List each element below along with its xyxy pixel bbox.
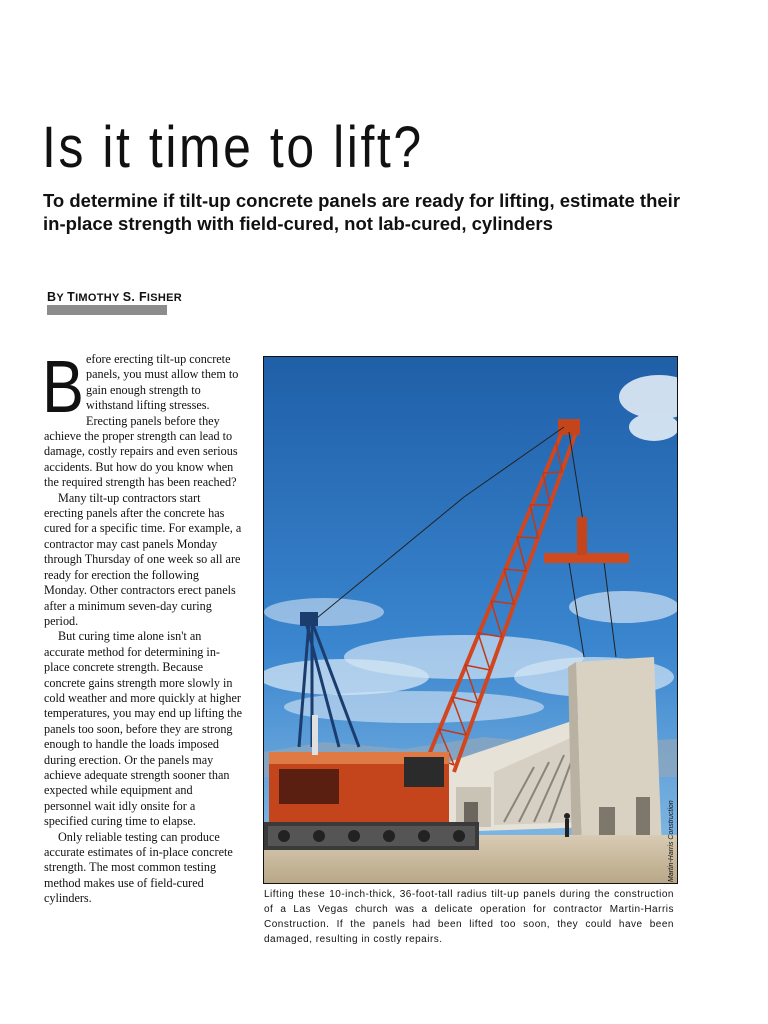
body-column bbox=[42, 345, 242, 907]
body-paragraph-2: Many tilt-up contractors start erecting panels after the concrete has cured for a specific time. For example, a contractor may cast panels Monday through Thursday of one week so all are ready for erection the following Monday. Other contractors erect panels after a minimum seven-day curing period. bbox=[44, 490, 242, 628]
drop-cap: B bbox=[42, 345, 84, 428]
byline-by-rest: Y bbox=[56, 292, 68, 304]
crane-photo-illustration bbox=[264, 357, 677, 883]
byline-middle: S. bbox=[122, 290, 139, 304]
byline-by-cap: B bbox=[47, 290, 57, 304]
byline-last-cap: F bbox=[138, 290, 147, 304]
photo-caption: Lifting these 10-inch-thick, 36-foot-tall radius tilt-up panels during the construction of a Las Vegas church was a delicate operation for contractor Martin-Harris Construction. If the panels had been lifted too soon, they could have been damaged, resulting in costly repairs. bbox=[264, 889, 674, 945]
body-paragraph-4: Only reliable testing can produce accurate estimates of in-place concrete strength. The most common testing method makes use of field-cured cylinders. bbox=[44, 829, 233, 906]
byline-rule bbox=[47, 305, 167, 315]
body-paragraph-3: But curing time alone isn't an accurate method for determining in-place concrete strength. Because concrete gains strength more slowly in cold weather and more quickly at higher temperatures, you may end up lifting the panels too soon, before they are strong enough to handle the loads imposed during erection. Or the panels may achieve adequate strength sooner than expected while equipment and personnel wait idly onsite for a specified curing time to elapse. bbox=[44, 629, 242, 829]
byline-first-rest: IMOTHY bbox=[75, 292, 123, 304]
article-title: Is it time to lift? bbox=[42, 115, 424, 180]
tilt-up-panel bbox=[568, 657, 662, 852]
body-paragraph-1: efore erecting tilt-up concrete panels, you must allow them to gain enough strength to withstand lifting stresses. Erecting panels before they achieve the proper strength can lead to damage, costly repairs and even serious accidents. But how do you know when the required strength has been reached? bbox=[44, 352, 239, 490]
byline-last-rest: ISHER bbox=[146, 292, 183, 304]
mast-top bbox=[300, 612, 318, 626]
byline-first-cap: T bbox=[67, 290, 76, 304]
photo-credit: Martin-Harris Construction bbox=[668, 800, 675, 882]
article-subtitle: To determine if tilt-up concrete panels are ready for lifting, estimate their in-place strength with field-cured, not lab-cured, cylinders bbox=[43, 190, 681, 234]
crane-photo bbox=[263, 356, 678, 884]
byline bbox=[47, 290, 182, 304]
